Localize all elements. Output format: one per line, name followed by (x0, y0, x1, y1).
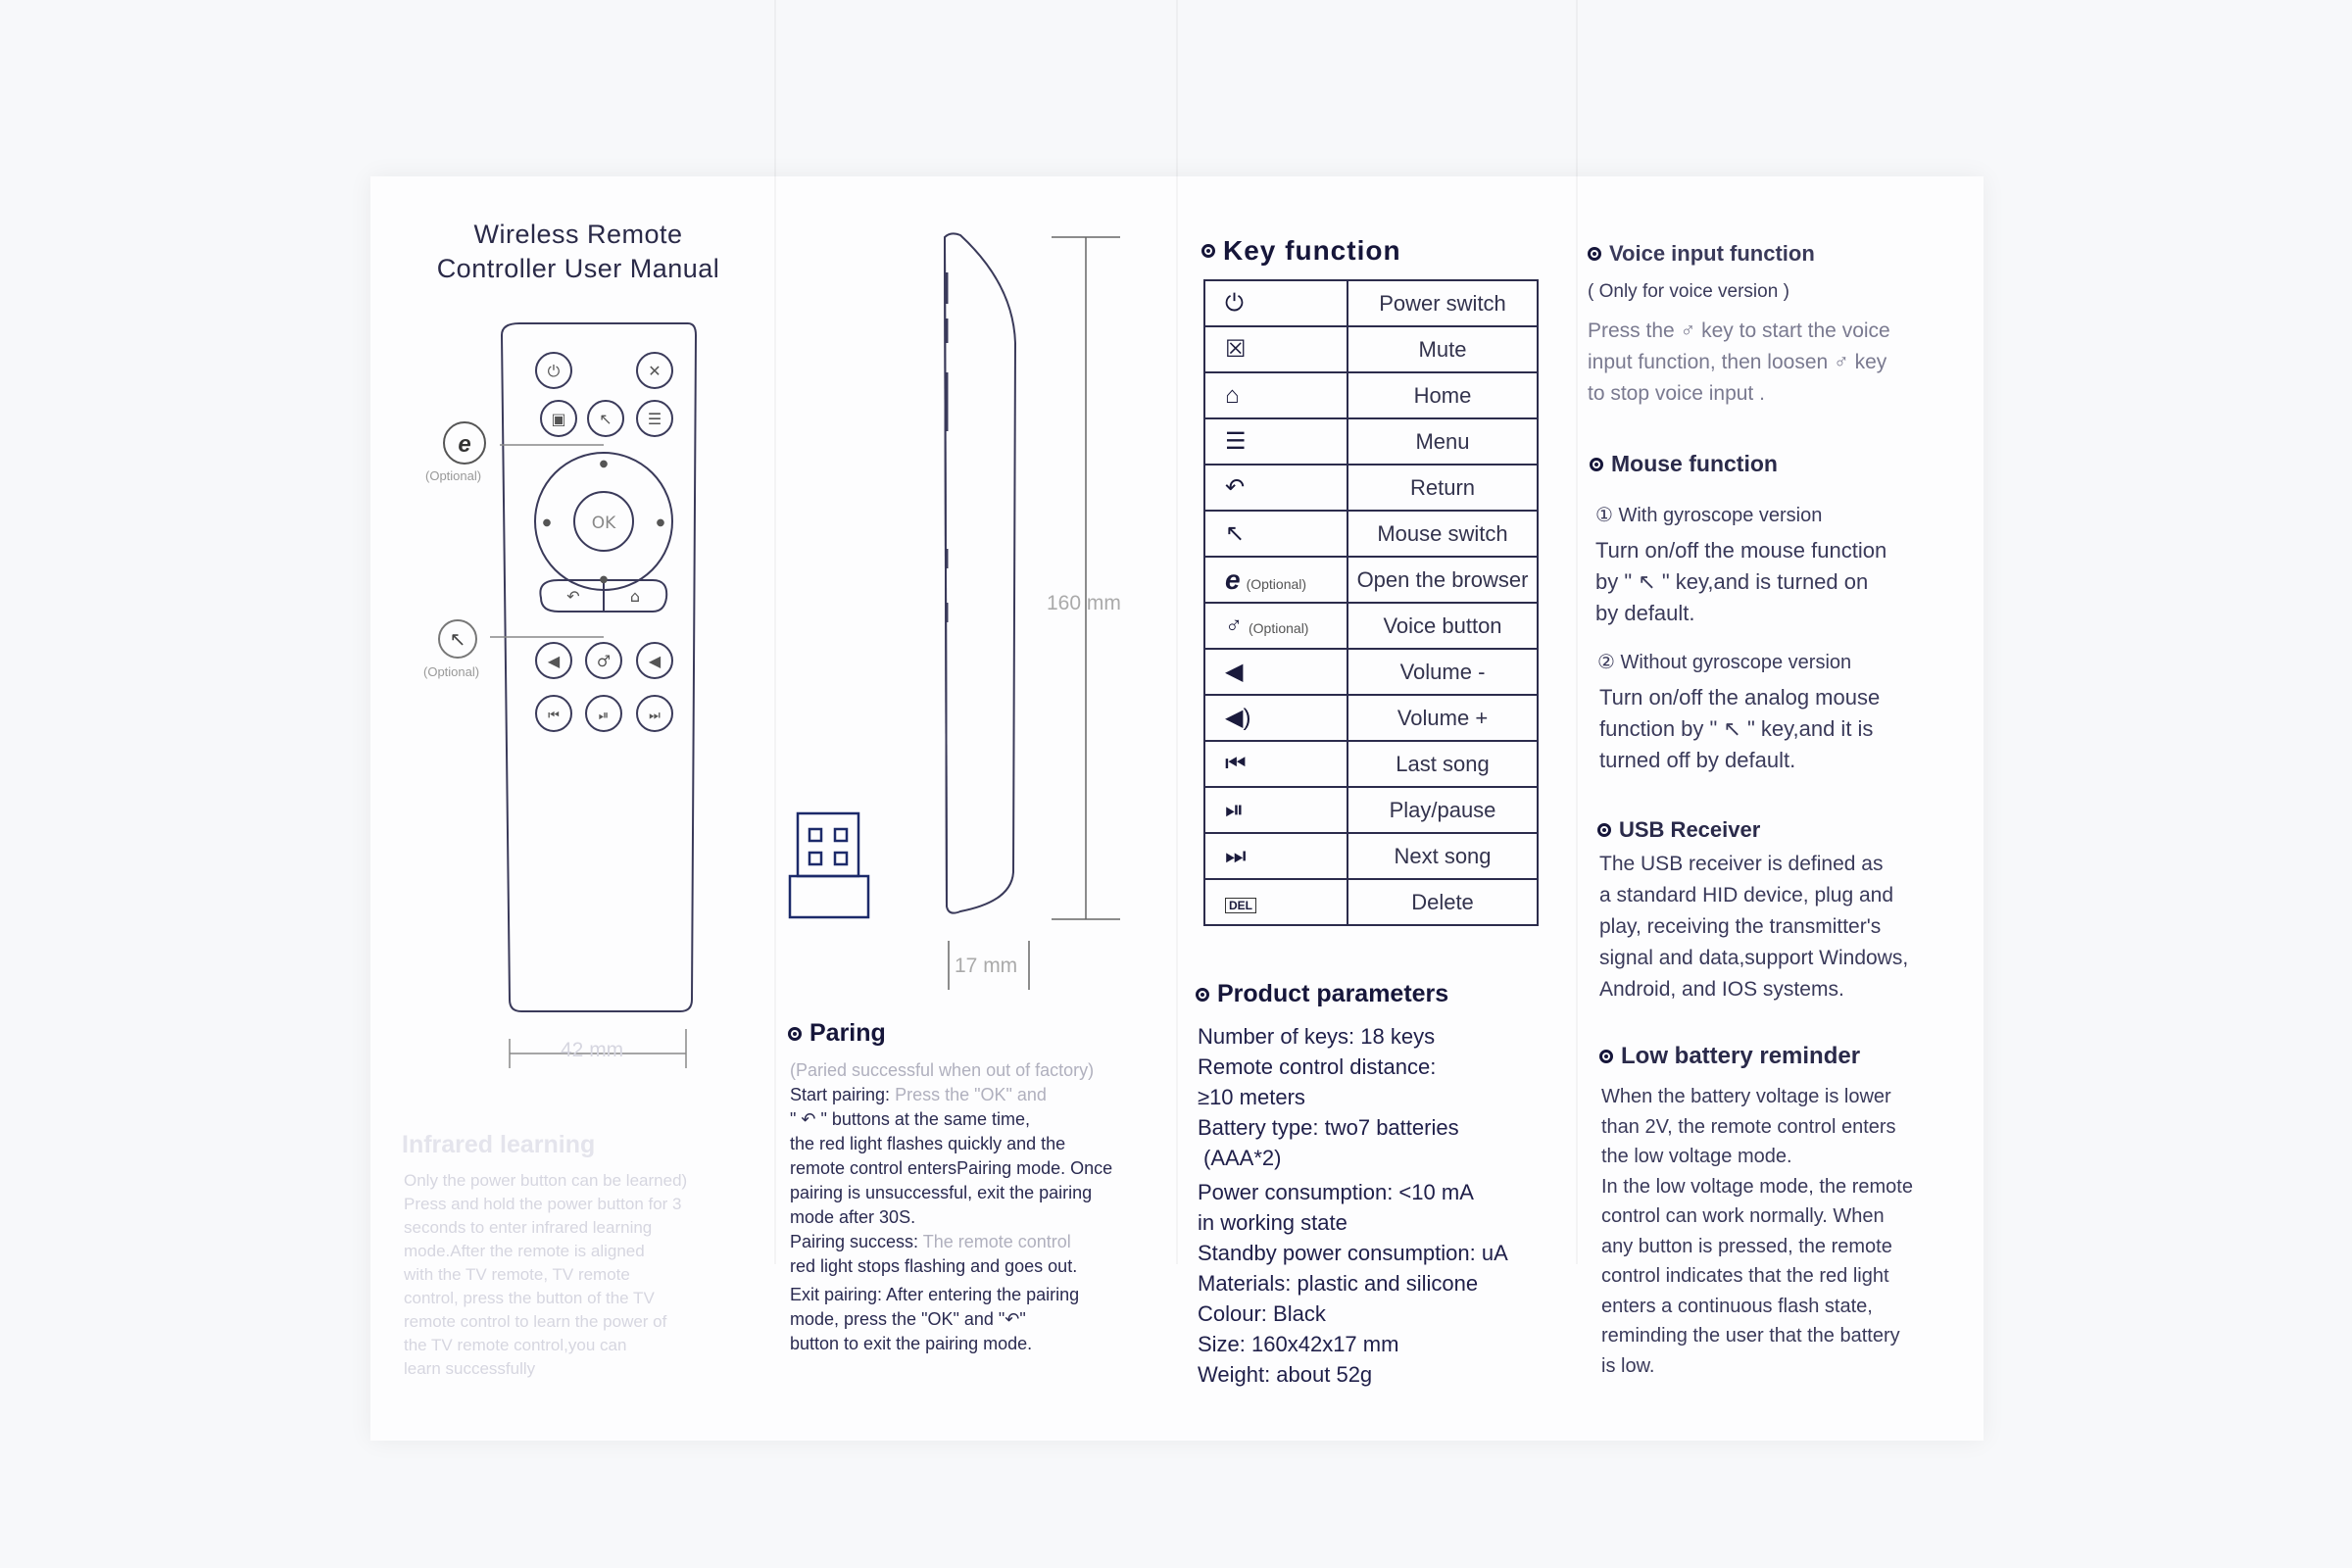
volume-up-icon: ◀) (1225, 705, 1251, 731)
mouse-function-heading: Mouse function (1590, 451, 1778, 477)
product-parameters-heading: Product parameters (1196, 980, 1448, 1008)
browser-callout-icon: e (443, 421, 486, 465)
mouse-icon: ↖ (599, 410, 612, 428)
usb-receiver-illustration (788, 809, 870, 921)
optional-tag: (Optional) (1249, 619, 1309, 636)
previous-icon: ⏮ (1225, 750, 1247, 777)
key-label: Return (1348, 465, 1538, 511)
left-dot-icon: ● (542, 517, 552, 528)
key-row (1204, 326, 1538, 372)
title-line-2: Controller User Manual (436, 254, 720, 283)
title-line-1: Wireless Remote (473, 220, 683, 249)
key-row (1204, 879, 1538, 925)
menu-icon: ☰ (1225, 428, 1247, 455)
key-label: Home (1348, 372, 1538, 418)
key-function-table (1203, 279, 1539, 926)
up-dot-icon: ● (599, 459, 609, 469)
bullet-icon (1597, 823, 1611, 837)
key-row (1204, 787, 1538, 833)
power-icon: ⏻ (1225, 289, 1244, 317)
paring-text: (Paried successful when out of factory) Start pairing: Press the "OK" and " ↶ " buttons at the same time, the red light flashes quickly and the remote control entersPairing mode. Once pairing is unsuccessful, exit the pairing mode after 30S. Pairing success: The remote control red light stops flashing and goes out. Exit pairing: After entering the pairing mode, press the "OK" and "↶" button to exit the pairing mode. (790, 1060, 1113, 1353)
volume-up-icon: ◀ (648, 652, 662, 670)
fold-line (1176, 0, 1178, 1264)
key-function-heading: Key function (1201, 235, 1401, 267)
key-row (1204, 603, 1538, 649)
paring-heading: Paring (788, 1019, 886, 1048)
key-label: Voice button (1348, 603, 1538, 649)
key-label: Next song (1348, 833, 1538, 879)
key-row (1204, 372, 1538, 418)
no-gyroscope-version-text: Turn on/off the analog mouse function by " ↖ " key,and it is turned off by default. (1599, 685, 1881, 772)
infrared-heading: Infrared learning (402, 1131, 596, 1158)
play-pause-icon: ⏯ (598, 709, 610, 723)
return-icon: ↶ (1225, 474, 1246, 501)
return-icon: ↶ (566, 587, 580, 606)
gyroscope-version-title: ① With gyroscope version (1595, 505, 1823, 526)
key-label: Menu (1348, 418, 1538, 465)
voice-version-note: ( Only for voice version ) (1588, 281, 1789, 302)
height-dimension: 160 mm (1047, 592, 1121, 614)
previous-icon: ⏮ (548, 709, 560, 723)
browser-icon: e (1225, 564, 1241, 595)
key-label: Play/pause (1348, 787, 1538, 833)
delete-icon: DEL (1225, 898, 1256, 913)
gyroscope-version-text: Turn on/off the mouse function by " ↖ " key,and is turned on by default. (1595, 538, 1887, 625)
bullet-icon (788, 1027, 802, 1041)
browser-icon: ▣ (551, 410, 566, 428)
key-row (1204, 557, 1538, 603)
low-battery-text: When the battery voltage is lower than 2V, the remote control enters the low voltage mode. In the low voltage mode, the remote control can work normally. When any button is pressed, the remote control indicates that the red light enters a continuous flash state, reminding the user that the battery is low. (1601, 1086, 1913, 1377)
home-icon: ⌂ (629, 587, 641, 606)
key-label: Open the browser (1348, 557, 1538, 603)
key-label: Mute (1348, 326, 1538, 372)
product-parameters-list: Number of keys: 18 keys Remote control distance: ≥10 meters Battery type: two7 batteries (AAA*2) Power consumption: <10 mA in working state Standby power consumption: uA Materials: plastic and silicone Colour: Black Size: 160x42x17 mm Weight: about 52g (1198, 1024, 1508, 1387)
key-row (1204, 649, 1538, 695)
key-label: Mouse switch (1348, 511, 1538, 557)
right-dot-icon: ● (656, 517, 665, 528)
usb-receiver-heading: USB Receiver (1597, 817, 1760, 843)
volume-down-icon: ◀ (547, 652, 561, 670)
infrared-text: Only the power button can be learned) Press and hold the power button for 3 seconds to enter infrared learning mode.After the remote is aligned with the TV remote, TV remote control, press the button of the TV remote control to learn the power of the TV remote control,you can learn successfully (404, 1171, 688, 1378)
key-label: Power switch (1348, 280, 1538, 326)
mouse-icon: ↖ (1225, 520, 1246, 547)
key-label: Volume + (1348, 695, 1538, 741)
bullet-icon (1590, 458, 1603, 471)
key-row (1204, 741, 1538, 787)
key-label: Volume - (1348, 649, 1538, 695)
voice-input-heading: Voice input function (1588, 241, 1815, 267)
play-pause-icon: ⏯ (1225, 796, 1245, 823)
bullet-icon (1599, 1050, 1613, 1063)
mute-icon: ✕ (648, 362, 662, 380)
key-row (1204, 418, 1538, 465)
down-dot-icon: ● (599, 574, 609, 585)
key-row (1204, 833, 1538, 879)
key-row (1204, 695, 1538, 741)
ok-label: OK (591, 514, 616, 533)
key-row (1204, 511, 1538, 557)
no-gyroscope-version-title: ② Without gyroscope version (1597, 652, 1852, 673)
bullet-icon (1201, 244, 1215, 258)
voice-input-text: Press the ♂ key to start the voice input function, then loosen ♂ key to stop voice input . (1588, 319, 1890, 405)
next-icon: ⏭ (1225, 842, 1247, 869)
bullet-icon (1588, 247, 1601, 261)
bullet-icon (1196, 988, 1209, 1002)
manual-title (412, 218, 745, 286)
low-battery-heading: Low battery reminder (1599, 1043, 1860, 1070)
width-dimension: 42 mm (561, 1039, 624, 1061)
home-icon: ⌂ (1225, 381, 1240, 409)
microphone-icon: ♂ (1225, 612, 1243, 639)
optional-tag: (Optional) (1246, 575, 1307, 592)
key-row (1204, 280, 1538, 326)
microphone-icon: ♂ (596, 652, 612, 670)
volume-down-icon: ◀ (1225, 659, 1244, 685)
mute-icon: ☒ (1225, 336, 1247, 363)
optional-label: (Optional) (425, 468, 482, 483)
menu-icon: ☰ (647, 410, 662, 428)
optional-label: (Optional) (423, 664, 480, 679)
power-icon: ⏻ (547, 362, 561, 380)
key-label: Last song (1348, 741, 1538, 787)
key-row (1204, 465, 1538, 511)
depth-dimension: 17 mm (955, 955, 1018, 977)
key-label: Delete (1348, 879, 1538, 925)
next-icon: ⏭ (649, 709, 661, 723)
fold-line (774, 0, 776, 1264)
usb-receiver-text: The USB receiver is defined as a standard HID device, plug and play, receiving the transmitter's signal and data,support Windows, Android, and IOS systems. (1599, 853, 1909, 1001)
mouse-callout-icon: ↖ (438, 619, 477, 659)
